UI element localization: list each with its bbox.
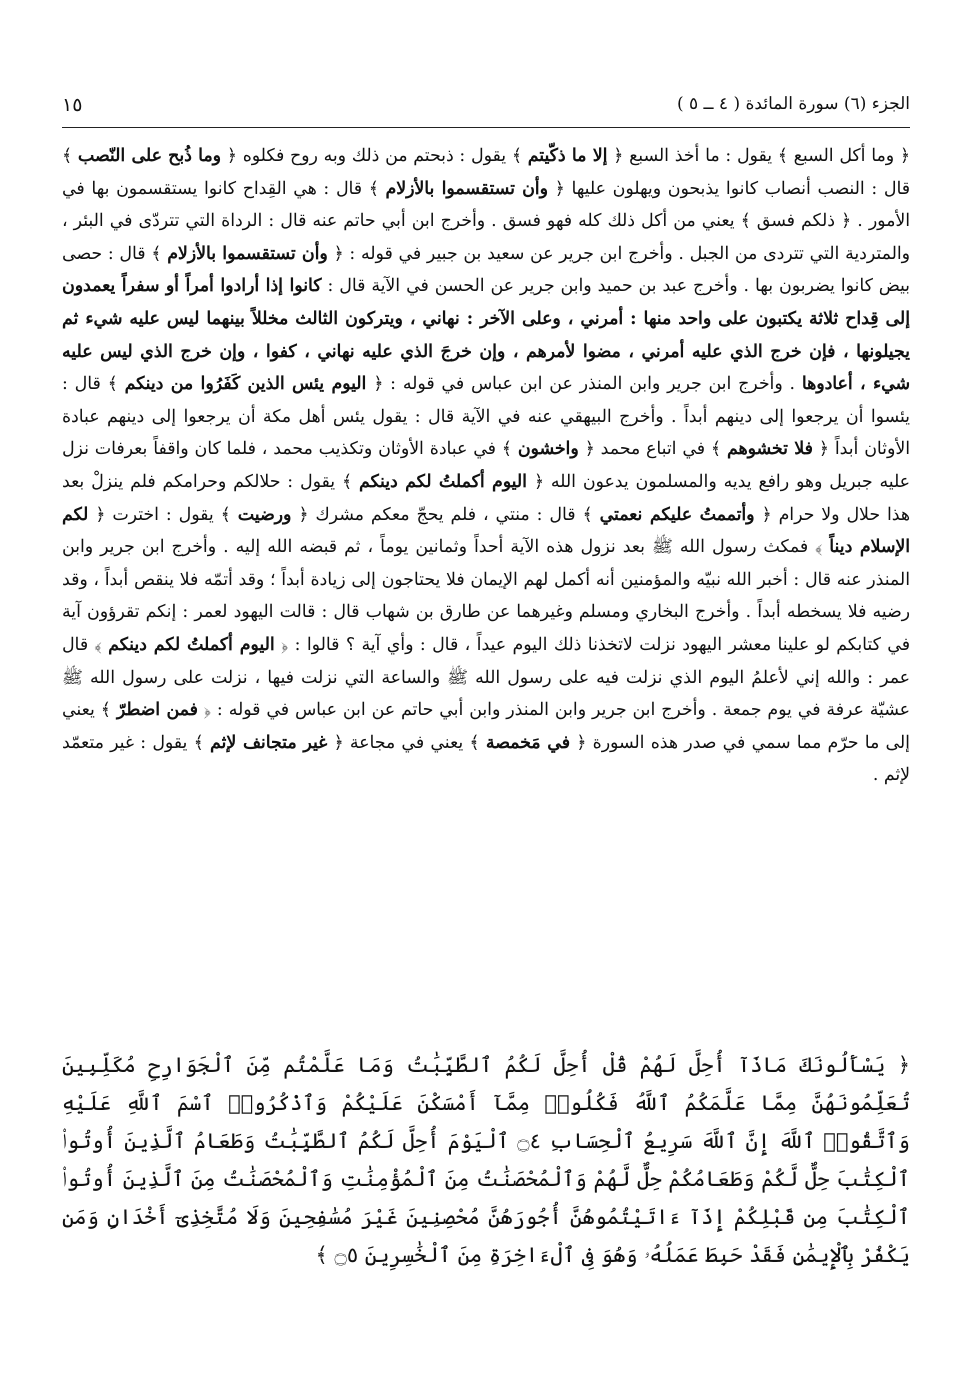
emphasis-segment: كانوا إذا أرادوا أمراً أو سفراً يعمدون إلى قِداح ثلاثة يكتبون على واحد منها : أمرني ، وعلى الآخر : نهاني ، ويتركون الثالث مخللاً بينهما ليس عليه شيء ثم يجيلونها ، فإن خرج الذي عليه أمرني ، مضوا لأمرهم ، وإن خرجَ الذي عليه نهاني ، كفوا ، وإن خرج الذي ليس عليه شيء ، أعادوها	[62, 276, 911, 395]
commentary-text	[62, 140, 910, 1000]
text-segment: ﴾ فمكث رسول الله ﷺ بعد نزول هذه الآية أحداً وثمانين يوماً ، ثم قبضه الله إليه . وأخرج ابن جرير وابن المنذر عنه قال : أخبر الله نبيّه والمؤمنين أنه أكمل لهم الإيمان فلا يحتاجون إلى زيادة أبداً ؛ وقد أتمّه فلا ينقص أبداً ، وقد رضيه فلا يسخطه أبداً . وأخرج البخاري ومسلم وغيرهما عن طارق بن شهاب قال : قالت اليهود لعمر : إنكم تقرؤون آية في كتابكم لو علينا معشر اليهود نزلت لاتخذنا ذلك اليوم عيداً ، قال : وأي آية ؟ قالوا : ﴿	[62, 537, 910, 655]
text-segment: . وأخرج ابن جرير وابن المنذر عن ابن عباس في قوله : ﴿	[366, 374, 802, 395]
text-segment: ﴾ يقول : غير متعمّد لإثم .	[62, 732, 910, 786]
emphasis-segment: في مَخمصة	[485, 732, 570, 753]
text-segment: ﴾ يقول : اخترت ﴿	[88, 504, 238, 525]
emphasis-segment: وأن تستقسموا بالأزلام	[167, 243, 328, 264]
text-segment: ﴾ قال : هي القِداح كانوا يستقسمون بها في الأمور . ﴿ ذلكم فسق ﴾ يعني من أكل ذلك كله فهو فسق . وأخرج ابن أبي حاتم عنه قال : الرداة التي تتردّى في البئر ، والمتردية التي تتردى من الجبل . وأخرج ابن جرير عن سعيد بن جبير في قوله : ﴿	[62, 178, 910, 264]
emphasis-segment: وما ذُبح على النّصب	[77, 146, 222, 166]
text-segment: ﴾ يعني في مجاعة ﴿	[327, 732, 486, 753]
emphasis-segment: اليوم يئس الذين كَفَرُوا من دينكم	[124, 374, 367, 395]
text-segment: ﴾ في عبادة الأوثان وتكذيب محمد ، فلما كان واقفاً بعرفات نزل عليه جبريل وهو رافع يديه والمسلمون يدعون الله ﴿	[62, 439, 910, 492]
emphasis-segment: لكم الإسلام ديناً	[62, 504, 910, 558]
header-rule	[62, 127, 910, 128]
text-segment: ﴾ قال : حصى بيض كانوا يضربون بها . وأخرج عبد بن حميد وابن جرير عن الحسن في الآية قال :	[62, 243, 910, 297]
quran-verse-text: ﴿ يَسْأَلُونَكَ مَاذَآ أُحِلَّ لَهُمْ قُلْ أُحِلَّ لَكُمُ ٱلطَّيِّبَٰتُ وَمَا عَلَّمْتُم مِّنَ ٱلْجَوَارِحِ مُكَلِّبِينَ تُعَلِّمُونَهُنَّ مِمَّا عَلَّمَكُمُ ٱللَّهُ فَكُلُوا۟ مِمَّآ أَمْسَكْنَ عَلَيْكُمْ وَٱذْكُرُوا۟ ٱسْمَ ٱللَّهِ عَلَيْهِ وَٱتَّقُوا۟ ٱللَّهَ إِنَّ ٱللَّهَ سَرِيعُ ٱلْحِسَابِ ۝٤ ٱلْيَوْمَ أُحِلَّ لَكُمُ ٱلطَّيِّبَٰتُ وَطَعَامُ ٱلَّذِينَ أُوتُوا۟ ٱلْكِتَٰبَ حِلٌّ لَّكُمْ وَطَعَامُكُمْ حِلٌّ لَّهُمْ وَٱلْمُحْصَنَٰتُ مِنَ ٱلْمُؤْمِنَٰتِ وَٱلْمُحْصَنَٰتُ مِنَ ٱلَّذِينَ أُوتُوا۟ ٱلْكِتَٰبَ مِن قَبْلِكُمْ إِذَآ ءَاتَيْتُمُوهُنَّ أُجُورَهُنَّ مُحْصِنِينَ غَيْرَ مُسَٰفِحِينَ وَلَا مُتَّخِذِىٓ أَخْدَانٍ وَمَن يَكْفُرْ بِٱلْإِيمَٰنِ فَقَدْ حَبِطَ عَمَلُهُۥ وَهُوَ فِى ٱلْءَاخِرَةِ مِنَ ٱلْخَٰسِرِينَ ۝٥ ﴾	[62, 1053, 910, 1267]
page-header	[62, 92, 910, 120]
text-segment: ﴾ يقول : ذبحتم من ذلك وبه روح فكلوه ﴿	[221, 146, 528, 166]
quran-verses	[62, 1046, 910, 1267]
emphasis-segment: فلا تخشوهم	[726, 439, 813, 460]
emphasis-segment: إلا ما ذكّيتم	[527, 146, 608, 166]
emphasis-segment: ورضيت	[237, 504, 292, 525]
text-segment: ﴿ وما أكل السبع ﴾ يقول : ما أخذ السبع ﴿	[607, 146, 911, 166]
running-title: الجزء (٦) سورة المائدة ( ٤ ــ ٥ )	[676, 94, 910, 114]
page-number: ١٥	[62, 94, 83, 116]
text-segment: ﴾ قال : منتي ، فلم يحجّ معكم مشرك ﴿	[291, 504, 600, 525]
text-segment: ﴾ يعني إلى ما حرّم مما سمي في صدر هذه السورة ﴿	[62, 700, 910, 753]
emphasis-segment: اليوم أكملتُ لكم دينكم	[358, 471, 527, 492]
text-segment: ﴾ في اتباع محمد ﴿	[578, 439, 727, 460]
commentary-paragraph	[62, 140, 910, 792]
text-segment: ﴾ قال : النصب أنصاب كانوا يذبحون ويهلون عليها ﴿	[62, 146, 910, 199]
text-segment: ﴾ يقول : حلالكم وحرامكم فلم ينزلْ بعد هذا حلال ولا حرام ﴿	[62, 471, 910, 525]
emphasis-segment: وأتممتُ عليكم نعمتي	[599, 504, 755, 525]
emphasis-segment: وأن تستقسموا بالأزلام	[385, 178, 548, 199]
emphasis-segment: فمن اضطرّ	[116, 700, 198, 721]
emphasis-segment: واخشون	[517, 439, 579, 460]
text-segment: ﴾ قال عمر : والله إني لأعلمُ اليوم الذي نزلت فيه على رسول الله ﷺ والساعة التي نزلت فيها ، نزلت على رسول الله ﷺ عشيّة عرفة في يوم جمعة . وأخرج ابن جرير وابن المنذر وابن أبي حاتم عن ابن عباس في قوله : ﴿	[62, 634, 910, 721]
emphasis-segment: غير متجانف لإثم	[210, 732, 328, 753]
emphasis-segment: اليوم أكملتُ لكم دينكم	[108, 634, 275, 655]
text-segment: ﴾ قال : يئسوا أن يرجعوا إلى دينهم أبداً . وأخرج البيهقي عنه في الآية قال : يقول يئس أهل مكة أن يرجعوا إلى دينهم عبادة الأوثان أبداً ﴿	[62, 374, 910, 460]
